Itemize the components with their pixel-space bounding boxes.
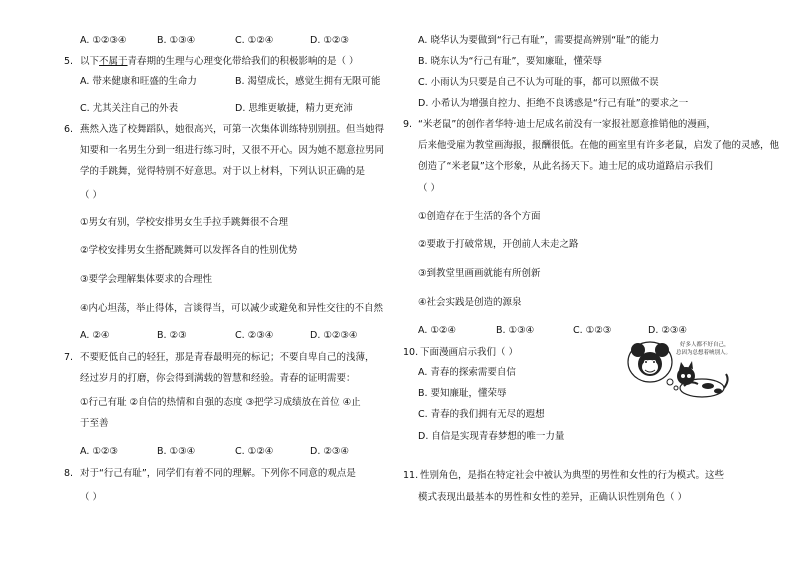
cartoon-caption-2: 总因为总想着唬别人。: [676, 350, 730, 356]
q7-number: 7.: [64, 352, 74, 363]
q4-option-b: B. ①③④: [157, 35, 196, 46]
q7-option-b: B. ①③④: [157, 446, 196, 457]
q9-number: 9.: [403, 119, 413, 130]
q10-stem: 下面漫画启示我们（ ）: [420, 347, 519, 358]
q7-line-1: 不要贬低自己的轻狂，那是青春最明亮的标记；不要自卑自己的浅薄，: [80, 352, 375, 363]
q9-item-1: ①创造存在于生活的各个方面: [418, 211, 541, 222]
q9-line-1: “米老鼠”的创作者华特·迪士尼成名前没有一家报社愿意推销他的漫画，: [418, 119, 716, 130]
cartoon-caption-1: 好多人都不好自己，: [680, 342, 730, 348]
cartoon-illustration: [620, 336, 730, 402]
q10-option-c: C. 青春的我们拥有无尽的遐想: [418, 409, 545, 420]
q6-item-3: ③要学会理解集体要求的合理性: [80, 274, 213, 285]
q6-option-b: B. ②③: [157, 330, 187, 341]
q9-option-a: A. ①②④: [418, 325, 456, 336]
q5-option-a: A. 带来健康和旺盛的生命力: [80, 76, 197, 87]
q8-option-a: A. 晓华认为要做到“行己有耻”，需要提高辨别“耻”的能力: [418, 35, 660, 46]
q8-paren: （ ）: [80, 492, 103, 503]
q9-line-2: 后来他受雇为教堂画海报，报酬很低。在他的画室里有许多老鼠，启发了他的灵感，他: [418, 140, 780, 151]
q8-stem: 对于“行己有耻”，同学们有着不同的理解。下列你不同意的观点是: [80, 468, 356, 479]
q10-cartoon: [620, 336, 730, 402]
q10-option-d: D. 自信是实现青春梦想的唯一力量: [418, 431, 565, 442]
q7-items-line-2: 于至善: [80, 418, 109, 429]
q9-line-3: 创造了“米老鼠”这个形象，从此名扬天下。迪士尼的成功道路启示我们: [418, 161, 713, 172]
q5-stem-underlined: 不属于: [99, 56, 128, 67]
q6-option-a: A. ②④: [80, 330, 110, 341]
q8-option-d: D. 小希认为增强自控力、拒绝不良诱惑是“行己有耻”的要求之一: [418, 98, 689, 109]
q5-option-b: B. 渴望成长，感觉生拥有无限可能: [235, 76, 381, 87]
q6-item-1: ①男女有别，学校安排男女生手拉手跳舞很不合理: [80, 217, 289, 228]
q6-number: 6.: [64, 124, 74, 135]
q4-option-d: D. ①②③: [310, 35, 349, 46]
q5-stem: [80, 56, 359, 68]
q7-option-a: A. ①②③: [80, 446, 118, 457]
q9-option-d: D. ②③④: [648, 325, 687, 336]
q7-option-c: C. ①②④: [235, 446, 274, 457]
q5-option-d: D. 思维更敏捷，精力更充沛: [235, 103, 353, 114]
q10-number: 10.: [403, 347, 419, 358]
q9-option-b: B. ①③④: [496, 325, 535, 336]
q10-option-b: B. 要知廉耻，懂荣辱: [418, 388, 507, 399]
q9-item-2: ②要敢于打破常规，开创前人未走之路: [418, 239, 579, 250]
q5-stem-post: 青春期的生理与心理变化带给我们的积极影响的是（ ）: [127, 56, 359, 67]
q7-items-line-1: ①行己有耻 ②自信的热情和自强的态度 ③把学习成绩放在首位 ④止: [80, 397, 361, 408]
q6-paren: （ ）: [80, 190, 103, 201]
q6-line-3: 学的手跳舞，觉得特别不好意思。对于以上材料，下列认识正确的是: [80, 166, 366, 177]
q6-item-4: ④内心坦荡，举止得体，言谈得当，可以减少或避免和异性交往的不自然: [80, 303, 384, 314]
q9-item-3: ③到教堂里画画就能有所创新: [418, 268, 541, 279]
q10-option-a: A. 青春的探索需要自信: [418, 367, 516, 378]
q5-option-c: C. 尤其关注自己的外表: [80, 103, 179, 114]
q9-option-c: C. ①②③: [573, 325, 612, 336]
q4-option-a: A. ①②③④: [80, 35, 127, 46]
q11-line-1: 性别角色，是指在特定社会中被认为典型的男性和女性的行为模式。这些: [420, 470, 725, 481]
q11-number: 11.: [403, 470, 419, 481]
q6-line-2: 知要和一名男生分到一组进行练习时，又很不开心。因为她不愿意拉男同: [80, 145, 385, 156]
q5-stem-pre: 以下: [80, 56, 100, 67]
q6-item-2: ②学校安排男女生搭配跳舞可以发挥各自的性别优势: [80, 245, 298, 256]
q6-line-1: 燕然入选了校舞蹈队，她很高兴，可第一次集体训练特别别扭。但当她得: [80, 124, 385, 135]
q7-option-d: D. ②③④: [310, 446, 349, 457]
q4-option-c: C. ①②④: [235, 35, 274, 46]
q8-number: 8.: [64, 468, 74, 479]
q9-item-4: ④社会实践是创造的源泉: [418, 297, 522, 308]
q11-line-2: 模式表现出最基本的男性和女性的差异，正确认识性别角色（ ）: [418, 492, 688, 503]
q8-option-c: C. 小雨认为只要是自己不认为可耻的事，都可以照做不误: [418, 77, 659, 88]
q8-option-b: B. 晓东认为“行己有耻”，要知廉耻，懂荣辱: [418, 56, 602, 67]
q6-option-d: D. ①②③④: [310, 330, 358, 341]
q6-option-c: C. ②③④: [235, 330, 274, 341]
q9-paren: （ ）: [418, 183, 441, 194]
q5-number: 5.: [64, 56, 74, 67]
q7-line-2: 经过岁月的打磨，你会得到满载的智慧和经验。青春的证明需要：: [80, 373, 356, 384]
